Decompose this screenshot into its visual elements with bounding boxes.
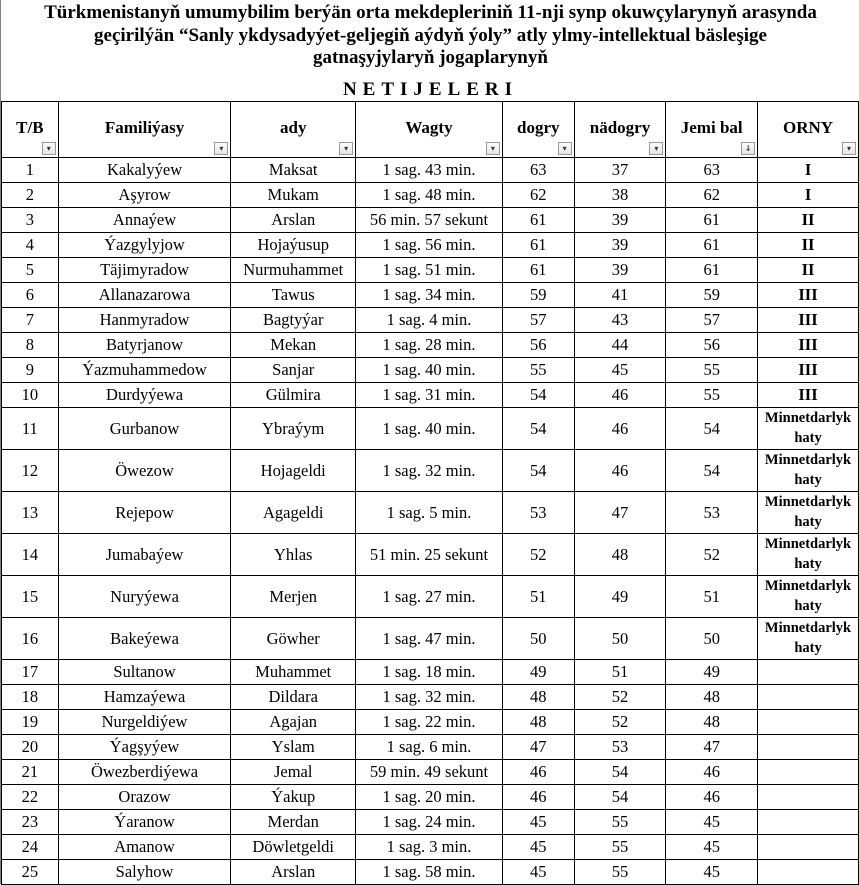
table-row [2,333,859,358]
filter-dropdown-icon[interactable]: ▾ [842,142,856,155]
cell-name[interactable]: Jemal [231,760,356,785]
table-row [2,618,859,660]
cell-time[interactable]: 1 sag. 43 min. [356,158,503,183]
column-header-label: Wagty [405,117,453,137]
cell-place[interactable]: III [758,383,859,408]
table-row [2,158,859,183]
table-row [2,735,859,760]
cell-time[interactable]: 56 min. 57 sekunt [356,208,503,233]
cell-incorrect[interactable]: 38 [574,183,666,208]
cell-name[interactable]: Göwher [231,618,356,660]
cell-surname[interactable]: Hamzaýewa [58,685,231,710]
cell-incorrect[interactable]: 55 [574,810,666,835]
cell-incorrect[interactable]: 46 [574,450,666,492]
cell-name[interactable]: Merdan [231,810,356,835]
cell-place[interactable]: III [758,308,859,333]
cell-correct[interactable]: 45 [502,860,574,885]
column-header-label: Jemi bal [680,117,743,137]
cell-correct[interactable]: 53 [502,492,574,534]
cell-surname[interactable]: Aşyrow [58,183,231,208]
cell-correct[interactable]: 47 [502,735,574,760]
cell-name[interactable]: Yhlas [231,534,356,576]
cell-name[interactable]: Muhammet [231,660,356,685]
table-row [2,660,859,685]
table-row [2,785,859,810]
cell-place[interactable]: II [758,233,859,258]
cell-name[interactable]: Merjen [231,576,356,618]
cell-total[interactable]: 45 [666,860,758,885]
cell-surname[interactable]: Ýazgylyjow [58,233,231,258]
cell-surname[interactable]: Hanmyradow [58,308,231,333]
cell-total[interactable]: 62 [666,183,758,208]
cell-incorrect[interactable]: 50 [574,618,666,660]
column-header-label: Familiýasy [104,117,185,137]
cell-place[interactable] [758,660,859,685]
cell-place[interactable]: Minnetdarlyk haty [758,408,859,450]
cell-incorrect[interactable]: 43 [574,308,666,333]
cell-number[interactable]: 3 [2,208,59,233]
cell-time[interactable]: 1 sag. 34 min. [356,283,503,308]
cell-number[interactable]: 15 [2,576,59,618]
cell-correct[interactable]: 54 [502,408,574,450]
cell-number[interactable]: 5 [2,258,59,283]
cell-time[interactable]: 1 sag. 27 min. [356,576,503,618]
cell-number[interactable]: 14 [2,534,59,576]
cell-incorrect[interactable]: 52 [574,710,666,735]
cell-time[interactable]: 1 sag. 56 min. [356,233,503,258]
cell-time[interactable]: 1 sag. 6 min. [356,735,503,760]
cell-surname[interactable]: Öwezow [58,450,231,492]
cell-surname[interactable]: Orazow [58,785,231,810]
cell-place[interactable] [758,710,859,735]
column-header-incorrect [574,102,666,158]
cell-correct[interactable]: 51 [502,576,574,618]
cell-time[interactable]: 1 sag. 32 min. [356,450,503,492]
cell-correct[interactable]: 62 [502,183,574,208]
table-row [2,308,859,333]
cell-incorrect[interactable]: 55 [574,835,666,860]
cell-surname[interactable]: Öwezberdiýewa [58,760,231,785]
cell-name[interactable]: Ybraýym [231,408,356,450]
results-table [1,101,859,885]
cell-correct[interactable]: 46 [502,785,574,810]
cell-total[interactable]: 54 [666,408,758,450]
cell-incorrect[interactable]: 39 [574,208,666,233]
cell-name[interactable]: Maksat [231,158,356,183]
cell-incorrect[interactable]: 52 [574,685,666,710]
cell-incorrect[interactable]: 46 [574,383,666,408]
cell-surname[interactable]: Ýazmuhammedow [58,358,231,383]
cell-surname[interactable]: Allanazarowa [58,283,231,308]
table-row [2,860,859,885]
cell-total[interactable]: 55 [666,358,758,383]
cell-incorrect[interactable]: 48 [574,534,666,576]
cell-number[interactable]: 12 [2,450,59,492]
cell-place[interactable] [758,785,859,810]
cell-correct[interactable]: 59 [502,283,574,308]
cell-time[interactable]: 1 sag. 18 min. [356,660,503,685]
cell-number[interactable]: 11 [2,408,59,450]
cell-surname[interactable]: Täjimyradow [58,258,231,283]
cell-name[interactable]: Mekan [231,333,356,358]
cell-place[interactable]: III [758,358,859,383]
cell-incorrect[interactable]: 39 [574,258,666,283]
cell-incorrect[interactable]: 44 [574,333,666,358]
sort-descending-icon[interactable]: ↓ [741,142,755,155]
cell-total[interactable]: 61 [666,208,758,233]
cell-incorrect[interactable]: 55 [574,860,666,885]
cell-total[interactable]: 56 [666,333,758,358]
cell-place[interactable]: III [758,283,859,308]
title-line-3: gatnaşyjylaryň jogaplarynyň [313,47,548,68]
column-header-surname [58,102,231,158]
cell-correct[interactable]: 55 [502,358,574,383]
cell-name[interactable]: Agageldi [231,492,356,534]
cell-number[interactable]: 2 [2,183,59,208]
cell-correct[interactable]: 63 [502,158,574,183]
cell-number[interactable]: 6 [2,283,59,308]
cell-surname[interactable]: Nurgeldiýew [58,710,231,735]
cell-incorrect[interactable]: 53 [574,735,666,760]
table-row [2,576,859,618]
cell-correct[interactable]: 50 [502,618,574,660]
table-row [2,383,859,408]
cell-incorrect[interactable]: 49 [574,576,666,618]
cell-surname[interactable]: Gurbanow [58,408,231,450]
cell-number[interactable]: 20 [2,735,59,760]
cell-place[interactable]: II [758,208,859,233]
filter-dropdown-icon[interactable]: ▾ [649,142,663,155]
cell-time[interactable]: 1 sag. 20 min. [356,785,503,810]
cell-correct[interactable]: 45 [502,835,574,860]
cell-number[interactable]: 19 [2,710,59,735]
cell-time[interactable]: 1 sag. 48 min. [356,183,503,208]
cell-time[interactable]: 1 sag. 4 min. [356,308,503,333]
cell-total[interactable]: 48 [666,685,758,710]
cell-correct[interactable]: 49 [502,660,574,685]
cell-total[interactable]: 46 [666,760,758,785]
cell-total[interactable]: 55 [666,383,758,408]
cell-surname[interactable]: Rejepow [58,492,231,534]
cell-total[interactable]: 54 [666,450,758,492]
column-header-place [758,102,859,158]
column-header-number [2,102,59,158]
document-subtitle: NETIJELERI [342,79,519,100]
column-header-correct [502,102,574,158]
table-row [2,534,859,576]
cell-name[interactable]: Hojaýusup [231,233,356,258]
title-line-2: geçirilýän “Sanly ykdysadyýet-geljegiň aýdyň ýoly” atly ylmy-intellektual bäsleşige [94,24,767,46]
header-row [2,102,859,158]
filter-dropdown-icon[interactable]: ▾ [42,142,56,155]
table-row [2,760,859,785]
cell-place[interactable] [758,860,859,885]
cell-total[interactable]: 51 [666,576,758,618]
table-row [2,685,859,710]
cell-name[interactable]: Ýakup [231,785,356,810]
table-row [2,258,859,283]
cell-name[interactable]: Tawus [231,283,356,308]
cell-correct[interactable]: 48 [502,710,574,735]
cell-number[interactable]: 1 [2,158,59,183]
cell-time[interactable]: 1 sag. 3 min. [356,835,503,860]
cell-surname[interactable]: Ýaranow [58,810,231,835]
cell-name[interactable]: Döwletgeldi [231,835,356,860]
cell-surname[interactable]: Sultanow [58,660,231,685]
cell-surname[interactable]: Nuryýewa [58,576,231,618]
cell-surname[interactable]: Kakalyýew [58,158,231,183]
cell-correct[interactable]: 56 [502,333,574,358]
cell-incorrect[interactable]: 47 [574,492,666,534]
cell-incorrect[interactable]: 41 [574,283,666,308]
table-row [2,450,859,492]
cell-number[interactable]: 23 [2,810,59,835]
cell-name[interactable]: Gülmira [231,383,356,408]
cell-surname[interactable]: Batyrjanow [58,333,231,358]
column-header-label: T/B [16,117,44,137]
cell-name[interactable]: Arslan [231,208,356,233]
table-row [2,283,859,308]
cell-number[interactable]: 18 [2,685,59,710]
cell-place[interactable]: I [758,158,859,183]
cell-time[interactable]: 1 sag. 47 min. [356,618,503,660]
table-row [2,208,859,233]
cell-correct[interactable]: 61 [502,208,574,233]
table-row [2,358,859,383]
column-header-label: ORNY [783,117,834,137]
cell-name[interactable]: Hojageldi [231,450,356,492]
cell-correct[interactable]: 54 [502,383,574,408]
cell-incorrect[interactable]: 45 [574,358,666,383]
cell-time[interactable]: 59 min. 49 sekunt [356,760,503,785]
cell-time[interactable]: 1 sag. 22 min. [356,710,503,735]
cell-total[interactable]: 50 [666,618,758,660]
cell-place[interactable]: II [758,258,859,283]
document-title [1,2,859,70]
cell-place[interactable] [758,835,859,860]
cell-incorrect[interactable]: 39 [574,233,666,258]
cell-correct[interactable]: 57 [502,308,574,333]
cell-total[interactable]: 47 [666,735,758,760]
cell-time[interactable]: 1 sag. 28 min. [356,333,503,358]
cell-number[interactable]: 4 [2,233,59,258]
cell-incorrect[interactable]: 51 [574,660,666,685]
cell-name[interactable]: Nurmuhammet [231,258,356,283]
cell-surname[interactable]: Ýagşyýew [58,735,231,760]
cell-correct[interactable]: 48 [502,685,574,710]
cell-place[interactable]: Minnetdarlyk haty [758,534,859,576]
title-line-1: Türkmenistanyň umumybilim berýän orta mekdepleriniň 11-nji synp okuwçylarynyň arasynda [44,2,817,23]
cell-name[interactable]: Sanjar [231,358,356,383]
cell-place[interactable]: Minnetdarlyk haty [758,618,859,660]
cell-number[interactable]: 16 [2,618,59,660]
cell-time[interactable]: 1 sag. 31 min. [356,383,503,408]
cell-incorrect[interactable]: 46 [574,408,666,450]
cell-incorrect[interactable]: 37 [574,158,666,183]
cell-time[interactable]: 1 sag. 24 min. [356,810,503,835]
column-header-name [231,102,356,158]
cell-place[interactable] [758,685,859,710]
cell-place[interactable]: I [758,183,859,208]
table-row [2,408,859,450]
table-row [2,492,859,534]
cell-place[interactable]: III [758,333,859,358]
cell-time[interactable]: 1 sag. 32 min. [356,685,503,710]
cell-total[interactable]: 53 [666,492,758,534]
cell-time[interactable]: 1 sag. 40 min. [356,358,503,383]
cell-surname[interactable]: Annaýew [58,208,231,233]
cell-name[interactable]: Agajan [231,710,356,735]
cell-place[interactable] [758,760,859,785]
cell-number[interactable]: 9 [2,358,59,383]
cell-place[interactable] [758,735,859,760]
cell-number[interactable]: 13 [2,492,59,534]
column-header-label: dogry [516,117,560,137]
cell-total[interactable]: 61 [666,233,758,258]
cell-total[interactable]: 48 [666,710,758,735]
table-row [2,183,859,208]
cell-place[interactable]: Minnetdarlyk haty [758,576,859,618]
cell-place[interactable]: Minnetdarlyk haty [758,492,859,534]
cell-correct[interactable]: 54 [502,450,574,492]
cell-surname[interactable]: Bakeýewa [58,618,231,660]
table-body [2,158,859,885]
cell-place[interactable]: Minnetdarlyk haty [758,450,859,492]
cell-number[interactable]: 17 [2,660,59,685]
cell-correct[interactable]: 52 [502,534,574,576]
cell-number[interactable]: 7 [2,308,59,333]
cell-incorrect[interactable]: 54 [574,760,666,785]
cell-total[interactable]: 57 [666,308,758,333]
cell-number[interactable]: 21 [2,760,59,785]
cell-surname[interactable]: Salyhow [58,860,231,885]
cell-total[interactable]: 49 [666,660,758,685]
cell-number[interactable]: 10 [2,383,59,408]
filter-dropdown-icon[interactable]: ▾ [339,142,353,155]
cell-surname[interactable]: Durdyýewa [58,383,231,408]
table-row [2,233,859,258]
cell-time[interactable]: 51 min. 25 sekunt [356,534,503,576]
filter-dropdown-icon[interactable]: ▾ [558,142,572,155]
cell-name[interactable]: Yslam [231,735,356,760]
cell-time[interactable]: 1 sag. 58 min. [356,860,503,885]
cell-total[interactable]: 45 [666,810,758,835]
column-header-total [666,102,758,158]
column-header-label: nädogry [589,117,651,137]
cell-time[interactable]: 1 sag. 40 min. [356,408,503,450]
cell-time[interactable]: 1 sag. 51 min. [356,258,503,283]
column-header-label: ady [279,117,307,137]
cell-number[interactable]: 8 [2,333,59,358]
cell-number[interactable]: 25 [2,860,59,885]
cell-correct[interactable]: 45 [502,810,574,835]
filter-dropdown-icon[interactable]: ▾ [214,142,228,155]
cell-total[interactable]: 61 [666,258,758,283]
table-row [2,835,859,860]
filter-dropdown-icon[interactable]: ▾ [486,142,500,155]
column-header-time [356,102,503,158]
cell-number[interactable]: 24 [2,835,59,860]
cell-surname[interactable]: Jumabaýew [58,534,231,576]
cell-correct[interactable]: 61 [502,233,574,258]
cell-place[interactable] [758,810,859,835]
cell-time[interactable]: 1 sag. 5 min. [356,492,503,534]
cell-total[interactable]: 45 [666,835,758,860]
cell-total[interactable]: 63 [666,158,758,183]
cell-name[interactable]: Mukam [231,183,356,208]
cell-number[interactable]: 22 [2,785,59,810]
cell-name[interactable]: Dildara [231,685,356,710]
cell-surname[interactable]: Amanow [58,835,231,860]
cell-incorrect[interactable]: 54 [574,785,666,810]
cell-name[interactable]: Arslan [231,860,356,885]
cell-correct[interactable]: 46 [502,760,574,785]
cell-total[interactable]: 46 [666,785,758,810]
cell-correct[interactable]: 61 [502,258,574,283]
table-row [2,810,859,835]
cell-name[interactable]: Bagtyýar [231,308,356,333]
cell-total[interactable]: 59 [666,283,758,308]
table-row [2,710,859,735]
cell-total[interactable]: 52 [666,534,758,576]
